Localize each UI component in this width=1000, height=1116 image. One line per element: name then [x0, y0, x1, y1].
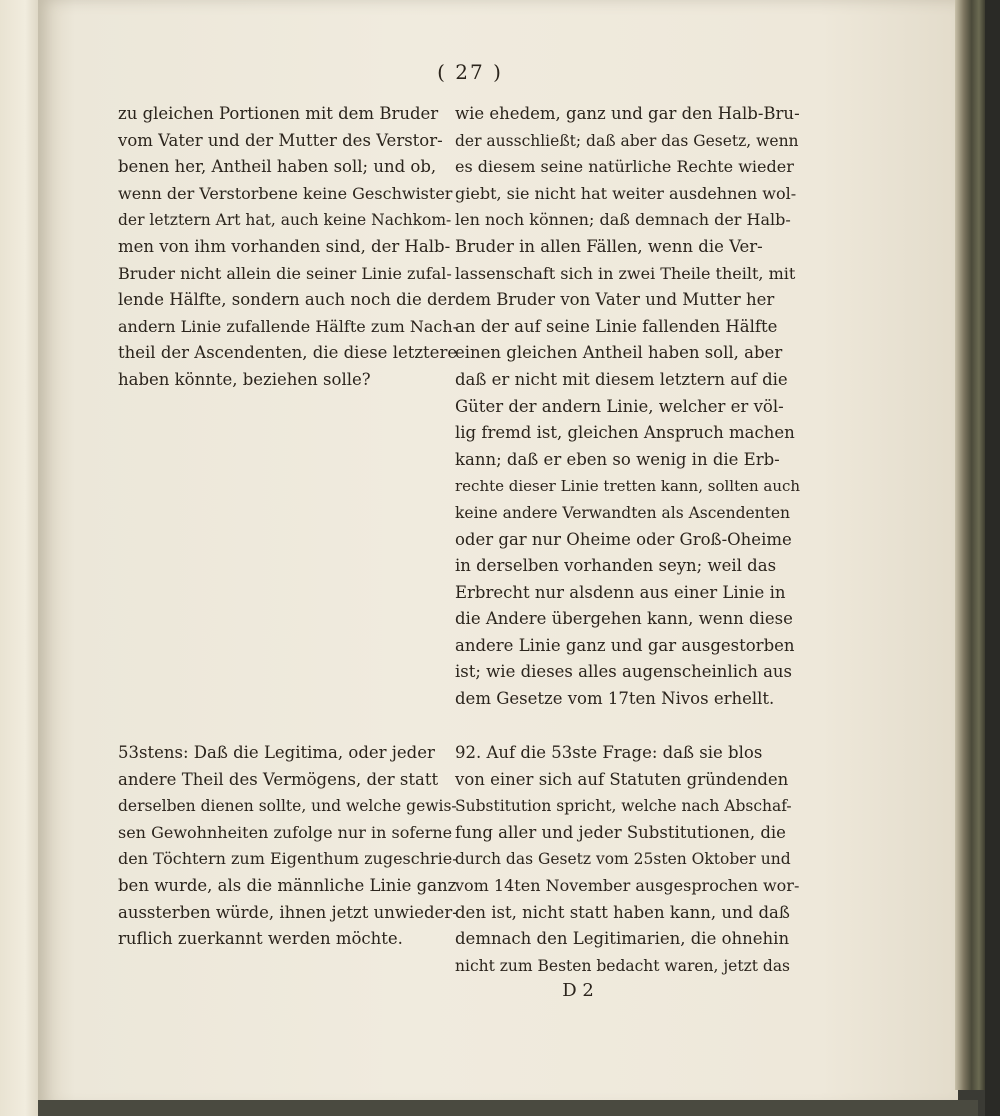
- text-line: es diesem seine natürliche Rechte wieder: [455, 157, 794, 177]
- text-line: vom Vater und der Mutter des Verstor-: [118, 130, 443, 150]
- text-line: aussterben würde, ihnen jetzt unwieder-: [118, 902, 458, 922]
- book-cover-edge: [985, 0, 1000, 1116]
- left-page-edge: [0, 0, 42, 1116]
- text-line: theil der Ascendenten, die diese letztere: [118, 343, 458, 363]
- text-line: Bruder nicht allein die seiner Linie zufal-: [118, 263, 452, 283]
- text-line: andern Linie zufallende Hälfte zum Nach-: [118, 316, 459, 336]
- text-line: der letztern Art hat, auch keine Nachkom-: [118, 211, 452, 230]
- text-line: oder gar nur Oheime oder Groß-Oheime: [455, 529, 792, 549]
- text-line: die Andere übergehen kann, wenn diese: [455, 609, 793, 629]
- text-line: Substitution spricht, welche nach Abschaf-: [455, 797, 792, 816]
- left-column-bottom: [118, 740, 458, 953]
- text-line: derselben dienen sollte, und welche gewis-: [118, 797, 457, 816]
- right-column-bottom: [455, 740, 800, 979]
- text-line: Bruder in allen Fällen, wenn die Ver-: [455, 236, 763, 256]
- text-line: ist; wie dieses alles augenscheinlich aus: [455, 662, 793, 682]
- text-line: demnach den Legitimarien, die ohnehin: [455, 929, 790, 949]
- text-line: daß er nicht mit diesem letztern auf die: [455, 369, 788, 389]
- text-line: Güter der andern Linie, welcher er völ-: [455, 396, 784, 416]
- text-line: in derselben vorhanden seyn; weil das: [455, 556, 777, 576]
- text-line: lig fremd ist, gleichen Anspruch machen: [455, 423, 795, 443]
- page-number-header: ( 27 ): [437, 60, 503, 84]
- left-column-top: [118, 101, 458, 394]
- text-line: vom 14ten November ausgesprochen wor-: [455, 875, 800, 895]
- text-line: dem Gesetze vom 17ten Nivos erhellt.: [455, 689, 775, 709]
- text-line: von einer sich auf Statuten gründenden: [455, 769, 789, 789]
- text-line: ruflich zuerkannt werden möchte.: [118, 929, 403, 949]
- text-line: an der auf seine Linie fallenden Hälfte: [455, 316, 778, 336]
- text-line: rechte dieser Linie tretten kann, sollten auch: [455, 477, 801, 496]
- text-line: giebt, sie nicht hat weiter ausdehnen wol-: [455, 183, 797, 203]
- text-line: 53stens: Daß die Legitima, oder jeder: [118, 743, 435, 762]
- text-line: ben wurde, als die männliche Linie ganz: [118, 875, 457, 895]
- text-line: lassenschaft sich in zwei Theile theilt, mit: [455, 263, 796, 283]
- signature-mark: D 2: [562, 980, 594, 1001]
- bottom-shadow: [38, 1100, 978, 1116]
- text-line: haben könnte, beziehen solle?: [118, 369, 371, 389]
- text-line: benen her, Antheil haben soll; und ob,: [118, 157, 437, 177]
- text-line: andere Linie ganz und gar ausgestorben: [455, 635, 795, 655]
- text-line: dem Bruder von Vater und Mutter her: [455, 290, 775, 310]
- text-line: keine andere Verwandten als Ascendenten: [455, 503, 791, 522]
- text-line: wie ehedem, ganz und gar den Halb-Bru-: [455, 104, 800, 123]
- text-line: len noch können; daß demnach der Halb-: [455, 210, 791, 230]
- page-stack-edge: [955, 0, 985, 1090]
- text-line: andere Theil des Vermögens, der statt: [118, 769, 439, 789]
- text-line: wenn der Verstorbene keine Geschwister: [118, 183, 453, 203]
- text-line: der ausschließt; daß aber das Gesetz, wenn: [455, 131, 799, 150]
- text-line: Erbrecht nur alsdenn aus einer Linie in: [455, 582, 786, 602]
- text-line: men von ihm vorhanden sind, der Halb-: [118, 236, 451, 256]
- text-line: den ist, nicht statt haben kann, und daß: [455, 902, 790, 922]
- text-line: den Töchtern zum Eigenthum zugeschrie-: [118, 849, 458, 869]
- text-line: sen Gewohnheiten zufolge nur in soferne: [118, 822, 453, 842]
- text-line: fung aller und jeder Substitutionen, die: [455, 822, 786, 842]
- right-column-top: [455, 101, 800, 713]
- text-line: 92. Auf die 53ste Frage: daß sie blos: [455, 743, 763, 762]
- text-line: zu gleichen Portionen mit dem Bruder: [118, 104, 439, 123]
- text-line: lende Hälfte, sondern auch noch die der: [118, 290, 456, 310]
- text-line: kann; daß er eben so wenig in die Erb-: [455, 449, 780, 469]
- text-line: nicht zum Besten bedacht waren, jetzt das: [455, 956, 791, 975]
- text-line: einen gleichen Antheil haben soll, aber: [455, 343, 783, 363]
- text-line: durch das Gesetz vom 25sten Oktober und: [455, 850, 791, 869]
